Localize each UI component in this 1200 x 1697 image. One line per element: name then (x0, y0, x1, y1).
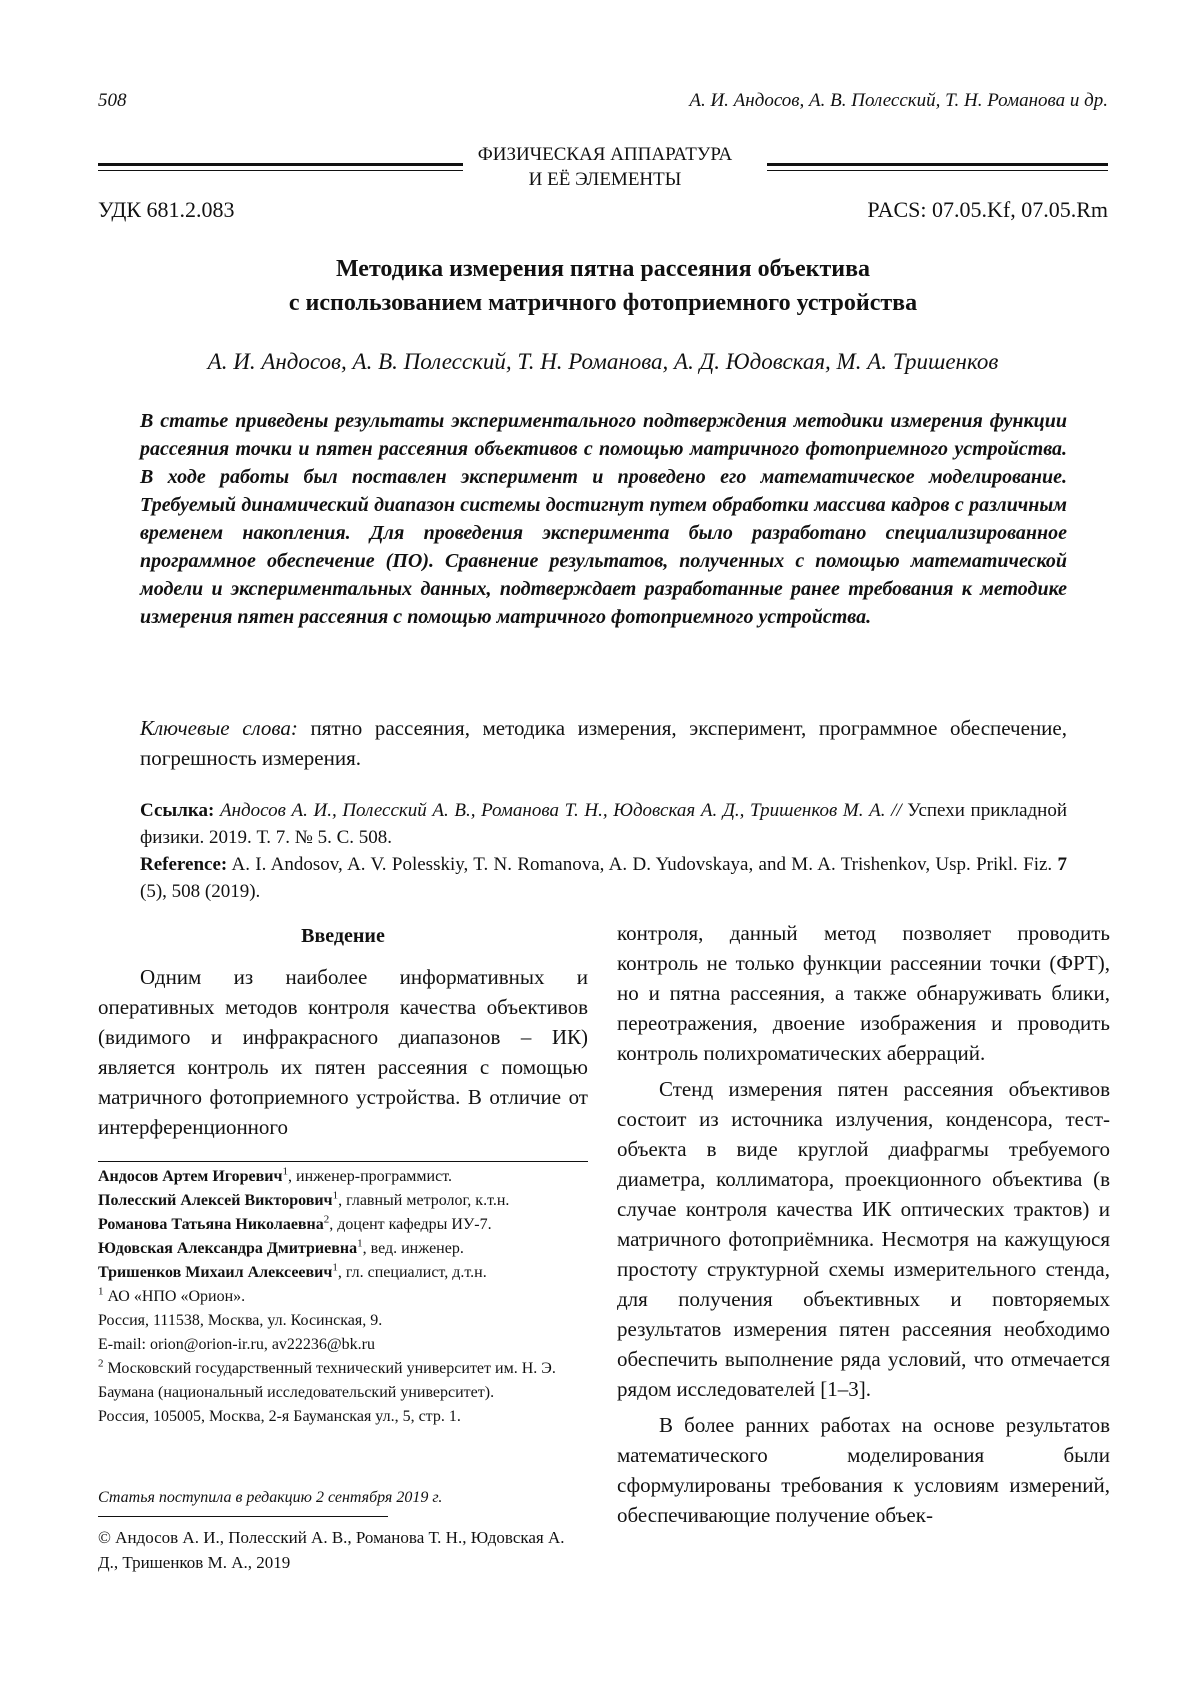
body-column-right (617, 918, 1110, 1530)
running-head: А. И. Андосов, А. В. Полесский, Т. Н. Романова и др. (689, 90, 1108, 111)
citation-ru-source: Успехи прикладной физики. 2019. Т. 7. № 5. С. 508. (140, 800, 1068, 848)
section-heading-line1: ФИЗИЧЕСКАЯ АППАРАТУРА (477, 144, 733, 165)
section-heading-line2: И ЕЁ ЭЛЕМЕНТЫ (528, 169, 682, 190)
organization-1-address: Россия, 111538, Москва, ул. Косинская, 9. (98, 1312, 383, 1329)
article-title (98, 252, 1108, 320)
abstract: В статье приведены результаты экспериментального подтверждения методики измерения функции рассеяния точки и пятен рассеяния объективов с помощью матричного фотоприемного устройства. В ходе работы был поставлен эксперимент и проведено его математическое моделирование. Требуемый динамический диапазон системы достигнут путем обработки массива кадров с различным временем накопления. Для проведения эксперимента было разработано специализированное программное обеспечение (ПО). Сравнение результатов, полученных с помощью математической модели и экспериментальных данных, подтверждает разработанные ранее требования к методике измерения пятен рассеяния с помощью матричного фотоприемного устройства. (140, 410, 1067, 628)
citation-en-text-b: (5), 508 (2019). (140, 881, 261, 902)
organization-1-email: E-mail: orion@orion-ir.ru, av22236@bk.ru (98, 1336, 375, 1353)
organization-1: $^1$ АО «НПО «Орион». (98, 1285, 246, 1305)
citation-en-text-a: A. I. Andosov, A. V. Polesskiy, T. N. Romanova, A. D. Yudovskaya, and M. A. Trishenkov, Usp. Prikl. Fiz. (231, 854, 1053, 875)
organization-2-address: Россия, 105005, Москва, 2-я Бауманская ул., 5, стр. 1. (98, 1408, 461, 1425)
author-note: Романова Татьяна Николаевна$^2$, доцент кафедры ИУ-7. (98, 1213, 492, 1233)
citation-ru-authors: Андосов А. И., Полесский А. В., Романова Т. Н., Юдовская А. Д., Тришенков М. А. // (220, 800, 902, 821)
article-title-line2: с использованием матричного фотоприемного устройства (288, 290, 918, 316)
author-affiliations (98, 1165, 588, 1429)
body-paragraph: В более ранних работах на основе результатов математического моделирования были сформулированы требования к условиям измерений, обеспечивающие получение объек- (617, 1413, 1110, 1527)
author-note: Полесский Алексей Викторович$^1$, главный метролог, к.т.н. (98, 1189, 510, 1209)
udc-code: УДК 681.2.083 (98, 197, 235, 222)
body-paragraph: Одним из наиболее информативных и оперативных методов контроля качества объективов (видимого и инфракрасного диапазонов – ИК) является контроль их пятен рассеяния с помощью матричного фотоприемного устройства. В отличие от интерференционного (98, 965, 588, 1139)
article-title-line1: Методика измерения пятна рассеяния объектива (335, 256, 871, 282)
footnote-rule (98, 1161, 588, 1162)
body-column-left (98, 962, 588, 1142)
header-rule-left (98, 163, 463, 171)
article-authors: А. И. Андосов, А. В. Полесский, Т. Н. Романова, А. Д. Юдовская, М. А. Тришенков (207, 349, 999, 374)
citation-ru-label: Ссылка: (140, 800, 215, 821)
header-rule-right (767, 163, 1108, 171)
citation-ru (140, 797, 1067, 851)
pacs-code: PACS: 07.05.Kf, 07.05.Rm (867, 197, 1108, 222)
received-date: Статья поступила в редакцию 2 сентября 2019 г. (98, 1489, 443, 1506)
keywords (140, 713, 1067, 773)
citation-en-label: Reference: (140, 854, 228, 875)
body-paragraph: контроля, данный метод позволяет проводить контроль не только функции рассеянии точки (ФРТ), но и пятна рассеяния, а также обнаруживать блики, переотражения, двоение изображения и проводить контроль полихроматических аберраций. (617, 921, 1110, 1065)
section-heading (440, 142, 770, 192)
page-number: 508 (98, 90, 127, 111)
citation-en-volume: 7 (1057, 854, 1068, 875)
author-note: Юдовская Александра Дмитриевна$^1$, вед. инженер. (98, 1237, 464, 1257)
intro-heading: Введение (301, 925, 385, 947)
organization-2: $^2$ Московский государственный технический университет им. Н. Э. Баумана (национальный исследовательский университет). (98, 1357, 556, 1401)
received-rule (98, 1516, 388, 1517)
keywords-text: пятно рассеяния, методика измерения, эксперимент, программное обеспечение, погрешность измерения. (140, 716, 1067, 770)
author-note: Андосов Артем Игоревич$^1$, инженер-программист. (98, 1165, 453, 1185)
copyright: © Андосов А. И., Полесский А. В., Романова Т. Н., Юдовская А. Д., Тришенков М. А., 2019 (98, 1528, 565, 1572)
body-paragraph: Стенд измерения пятен рассеяния объективов состоит из источника излучения, конденсора, тест-объекта в виде круглой диафрагмы требуемого диаметра, коллиматора, проекционного объектива (в случае контроля качества ИК оптических трактов) и матричного фотоприёмника. Несмотря на кажущуюся простоту структурной схемы измерительного стенда, для получения объективных и повторяемых результатов измерения пятен рассеяния необходимо обеспечить выполнение ряда условий, что отмечается рядом исследователей [1–3]. (617, 1077, 1110, 1401)
author-note: Тришенков Михаил Алексеевич$^1$, гл. специалист, д.т.н. (98, 1261, 487, 1281)
citation-en (140, 851, 1067, 905)
citation-block (140, 797, 1067, 905)
keywords-label: Ключевые слова: (140, 716, 298, 740)
